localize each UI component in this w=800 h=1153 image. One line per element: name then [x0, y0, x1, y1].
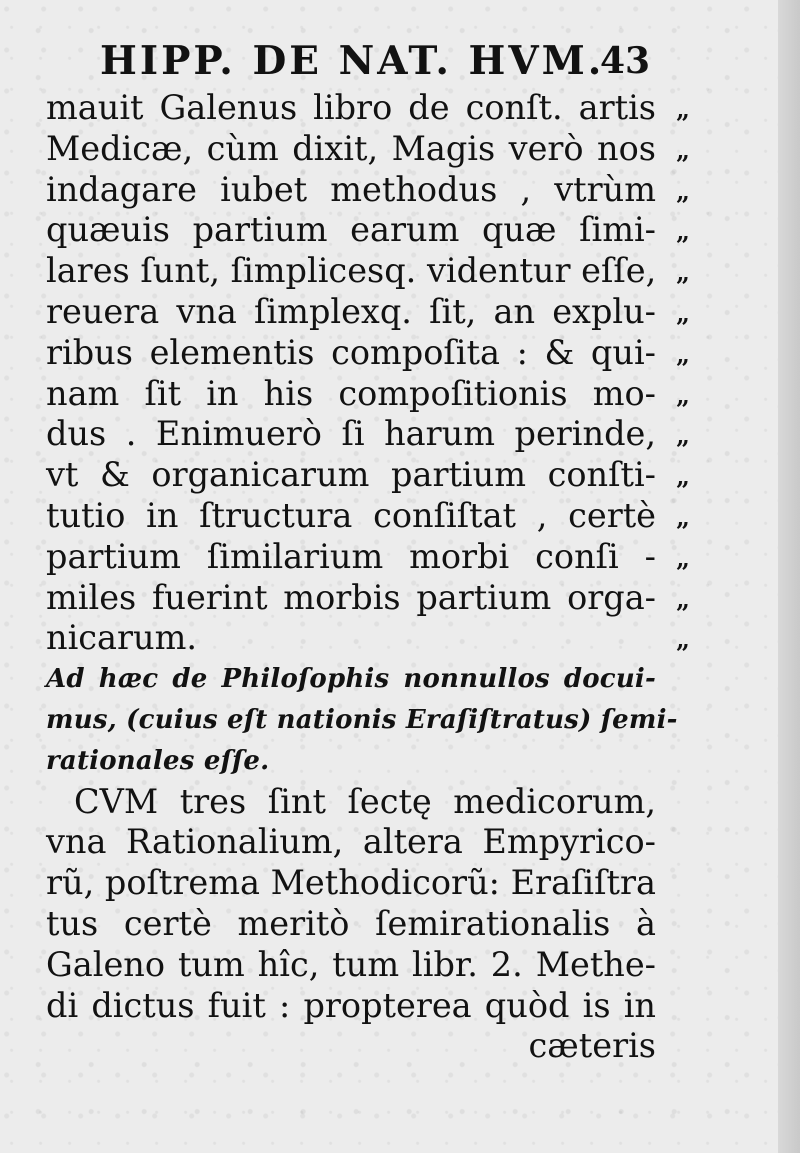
text-line: vt & organicarum partium conſti-: [46, 455, 656, 495]
quote-mark: „: [676, 502, 690, 532]
quote-mark: „: [676, 135, 690, 165]
text-line: ribus elementis compoſita : & qui-: [46, 332, 656, 372]
body-text: [46, 88, 678, 1067]
page-header: [100, 38, 660, 88]
text-line: partium ſimilarium morbi conſi -: [46, 536, 656, 576]
text-line: reuera vna ſimplexq. ſit, an explu-: [46, 291, 656, 331]
text-line: Medicæ, cùm dixit, Magis verò nos: [46, 128, 656, 168]
quote-mark: „: [676, 380, 690, 410]
text-line: lares ſunt, ſimplicesq. videntur eſſe,: [46, 251, 657, 291]
text-line: vna Rationalium, altera Empyrico-: [46, 822, 656, 862]
text-line: tutio in ſtructura conſiſtat , certè: [46, 495, 656, 535]
text-line: dus . Enimuerò ſi harum perinde,: [46, 414, 656, 454]
text-line: CVM tres ſint ſectę medicorum,: [74, 781, 656, 821]
page-number: 43: [600, 40, 651, 82]
text-line: mus, (cuius eſt nationis Eraſiſtratus) ſemi-: [46, 704, 678, 735]
text-line: nam ſit in his compoſitionis mo-: [46, 373, 656, 413]
text-line: rũ, poſtrema Methodicorũ: Eraſiſtra: [46, 863, 656, 903]
quote-mark: „: [676, 462, 690, 492]
quote-mark: „: [676, 584, 690, 614]
text-line: cæteris: [528, 1026, 656, 1066]
text-line: tus certè meritò ſemirationalis à: [46, 903, 656, 943]
page-edge: [778, 0, 800, 1153]
quote-mark: „: [676, 95, 690, 124]
marginal-quote-marks: [663, 90, 703, 661]
text-line: indagare iubet methodus , vtrùm: [46, 169, 656, 209]
quote-mark: „: [676, 339, 690, 369]
text-line: di dictus fuit : propterea quòd is in: [46, 985, 656, 1025]
quote-mark: „: [676, 217, 690, 247]
text-line: rationales eſſe.: [46, 745, 270, 776]
text-line: Ad hæc de Philoſophis nonnullos docui-: [46, 664, 656, 695]
quote-mark: „: [676, 258, 690, 288]
quote-mark: „: [676, 543, 690, 573]
text-line: Galeno tum hîc, tum libr. 2. Methe-: [46, 944, 656, 984]
text-line: nicarum.: [46, 618, 198, 658]
text-line: quæuis partium earum quæ ſimi-: [46, 210, 656, 250]
quote-mark: „: [676, 176, 690, 206]
text-line: miles fuerint morbis partium orga-: [46, 577, 656, 617]
text-line: mauit Galenus libro de conſt. artis: [46, 88, 656, 127]
quote-mark: „: [676, 625, 690, 655]
running-title: HIPP. DE NAT. HVM.: [100, 38, 605, 84]
quote-mark: „: [676, 421, 690, 451]
quote-mark: „: [676, 298, 690, 328]
